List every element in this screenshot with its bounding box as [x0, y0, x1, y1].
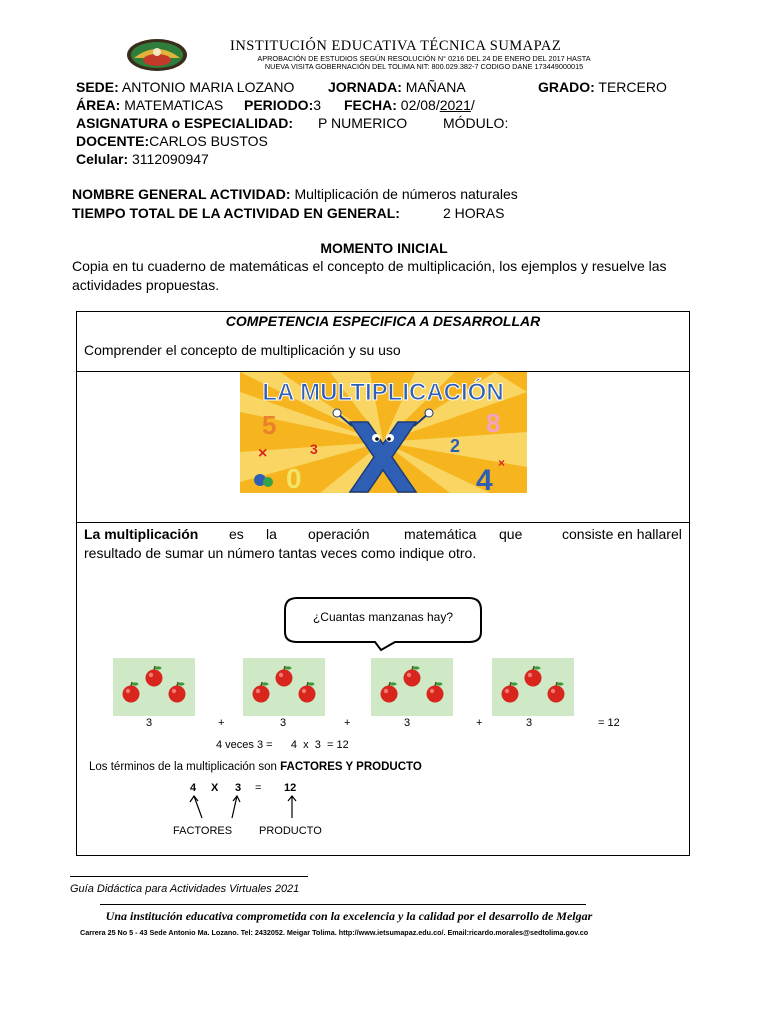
- competencia-text: Comprender el concepto de multiplicación y su uso: [84, 342, 401, 358]
- competencia-title: COMPETENCIA ESPECIFICA A DESARROLLAR: [225, 313, 541, 329]
- definition-word: operación: [308, 526, 370, 542]
- guide-caption: Guía Didáctica para Actividades Virtuales 2021: [70, 883, 300, 895]
- addend: 3: [146, 717, 153, 729]
- institution-name: INSTITUCIÓN EDUCATIVA TÉCNICA SUMAPAZ: [230, 38, 562, 54]
- jornada-field: JORNADA: MAÑANA: [328, 79, 466, 95]
- definition-term: La multiplicación: [84, 526, 199, 542]
- banner-digit-3: 3: [310, 441, 318, 457]
- banner-digit-0: 0: [286, 463, 302, 493]
- table-divider: [77, 522, 689, 523]
- addend: 3: [404, 717, 411, 729]
- producto-label: PRODUCTO: [259, 825, 322, 837]
- definition-line2: resultado de sumar un número tantas veces como indique otro.: [84, 545, 477, 561]
- product-value: 12: [284, 782, 297, 794]
- sede-field: SEDE: ANTONIO MARIA LOZANO: [76, 79, 295, 95]
- area-field: ÁREA: MATEMATICAS: [76, 97, 224, 113]
- sum-result: = 12: [598, 717, 620, 729]
- speech-bubble-question: ¿Cuantas manzanas hay?: [312, 610, 454, 624]
- activity-time-value: 2 HORAS: [443, 205, 505, 221]
- school-crest-logo: [126, 38, 188, 72]
- apple-group-card: [113, 658, 195, 716]
- banner-digit-2: 2: [450, 436, 461, 456]
- definition-word: consiste en hallar: [562, 526, 671, 542]
- institution-nit: NUEVA VISITA GOBERNACIÓN DEL TOLIMA NIT: 800.029.382-7 CODIGO DANE 173449000015: [264, 62, 584, 71]
- apple-group-card: [243, 658, 325, 716]
- times-sign: X: [211, 782, 219, 794]
- plus-sign: +: [218, 717, 225, 729]
- banner-digit-5: 5: [262, 410, 277, 440]
- addend: 3: [280, 717, 287, 729]
- term-arrows-icon: [180, 794, 310, 820]
- plus-sign: +: [344, 717, 351, 729]
- veces-equation: 4 veces 3 = 4 x 3 = 12: [216, 739, 349, 751]
- institution-motto: Una institución educativa comprometida con la excelencia y la calidad por el desarrollo de Melgar: [105, 909, 593, 923]
- docente-field: DOCENTE:CARLOS BUSTOS: [76, 133, 268, 149]
- equals-sign: =: [255, 782, 262, 794]
- momento-instructions-line2: actividades propuestas.: [72, 277, 220, 293]
- banner-digit-8: 8: [486, 408, 501, 438]
- terms-sentence: Los términos de la multiplicación son FACTORES Y PRODUCTO: [89, 761, 422, 773]
- apple-group-card: [371, 658, 453, 716]
- multiplication-banner: [240, 372, 527, 493]
- addend: 3: [526, 717, 533, 729]
- apple-group-card: [492, 658, 574, 716]
- factor-2: 3: [235, 782, 242, 794]
- definition-word: matemática: [404, 526, 477, 542]
- question-speech-bubble: [283, 596, 483, 652]
- asignatura-field: ASIGNATURA o ESPECIALIDAD:: [76, 115, 293, 131]
- periodo-field: PERIODO:3: [244, 97, 322, 113]
- footer-separator: [70, 876, 308, 877]
- factores-label: FACTORES: [173, 825, 233, 837]
- activity-name-field: NOMBRE GENERAL ACTIVIDAD: Multiplicación de números naturales: [72, 186, 518, 202]
- activity-time-field: TIEMPO TOTAL DE LA ACTIVIDAD EN GENERAL:: [72, 205, 400, 221]
- grado-field: GRADO: TERCERO: [538, 79, 667, 95]
- definition-word: es: [229, 526, 244, 542]
- momento-instructions-line1: Copia en tu cuaderno de matemáticas el concepto de multiplicación, los ejemplos y resuelve las: [72, 258, 667, 274]
- plus-sign: +: [476, 717, 483, 729]
- banner-times-tiny: ×: [498, 456, 506, 470]
- momento-title: MOMENTO INICIAL: [320, 240, 448, 256]
- footer-address: Carrera 25 No 5 - 43 Sede Antonio Ma. Lozano. Tel: 2432052. Meigar Tolima. http://www.ietsumapaz.edu.co/. Email:ricardo.morales@sedtolima.gov.co: [80, 928, 589, 937]
- banner-times-small: ×: [258, 445, 268, 462]
- definition-word: que: [499, 526, 523, 542]
- asignatura-value: P NUMERICO: [318, 115, 408, 131]
- fecha-field: FECHA: 02/08/2021/: [344, 97, 475, 113]
- definition-word: el: [671, 526, 682, 542]
- banner-digit-4: 4: [476, 464, 493, 493]
- footer-separator: [100, 904, 586, 905]
- banner-title: LA MULTIPLICACIÓN: [262, 379, 504, 406]
- institution-approval: APROBACIÓN DE ESTUDIOS SEGÚN RESOLUCIÓN N° 0216 DEL 24 DE ENERO DEL 2017 HASTA: [257, 54, 591, 63]
- celular-field: Celular: 3112090947: [76, 151, 209, 167]
- modulo-field: MÓDULO:: [443, 115, 509, 131]
- factor-1: 4: [190, 782, 197, 794]
- definition-word: la: [266, 526, 277, 542]
